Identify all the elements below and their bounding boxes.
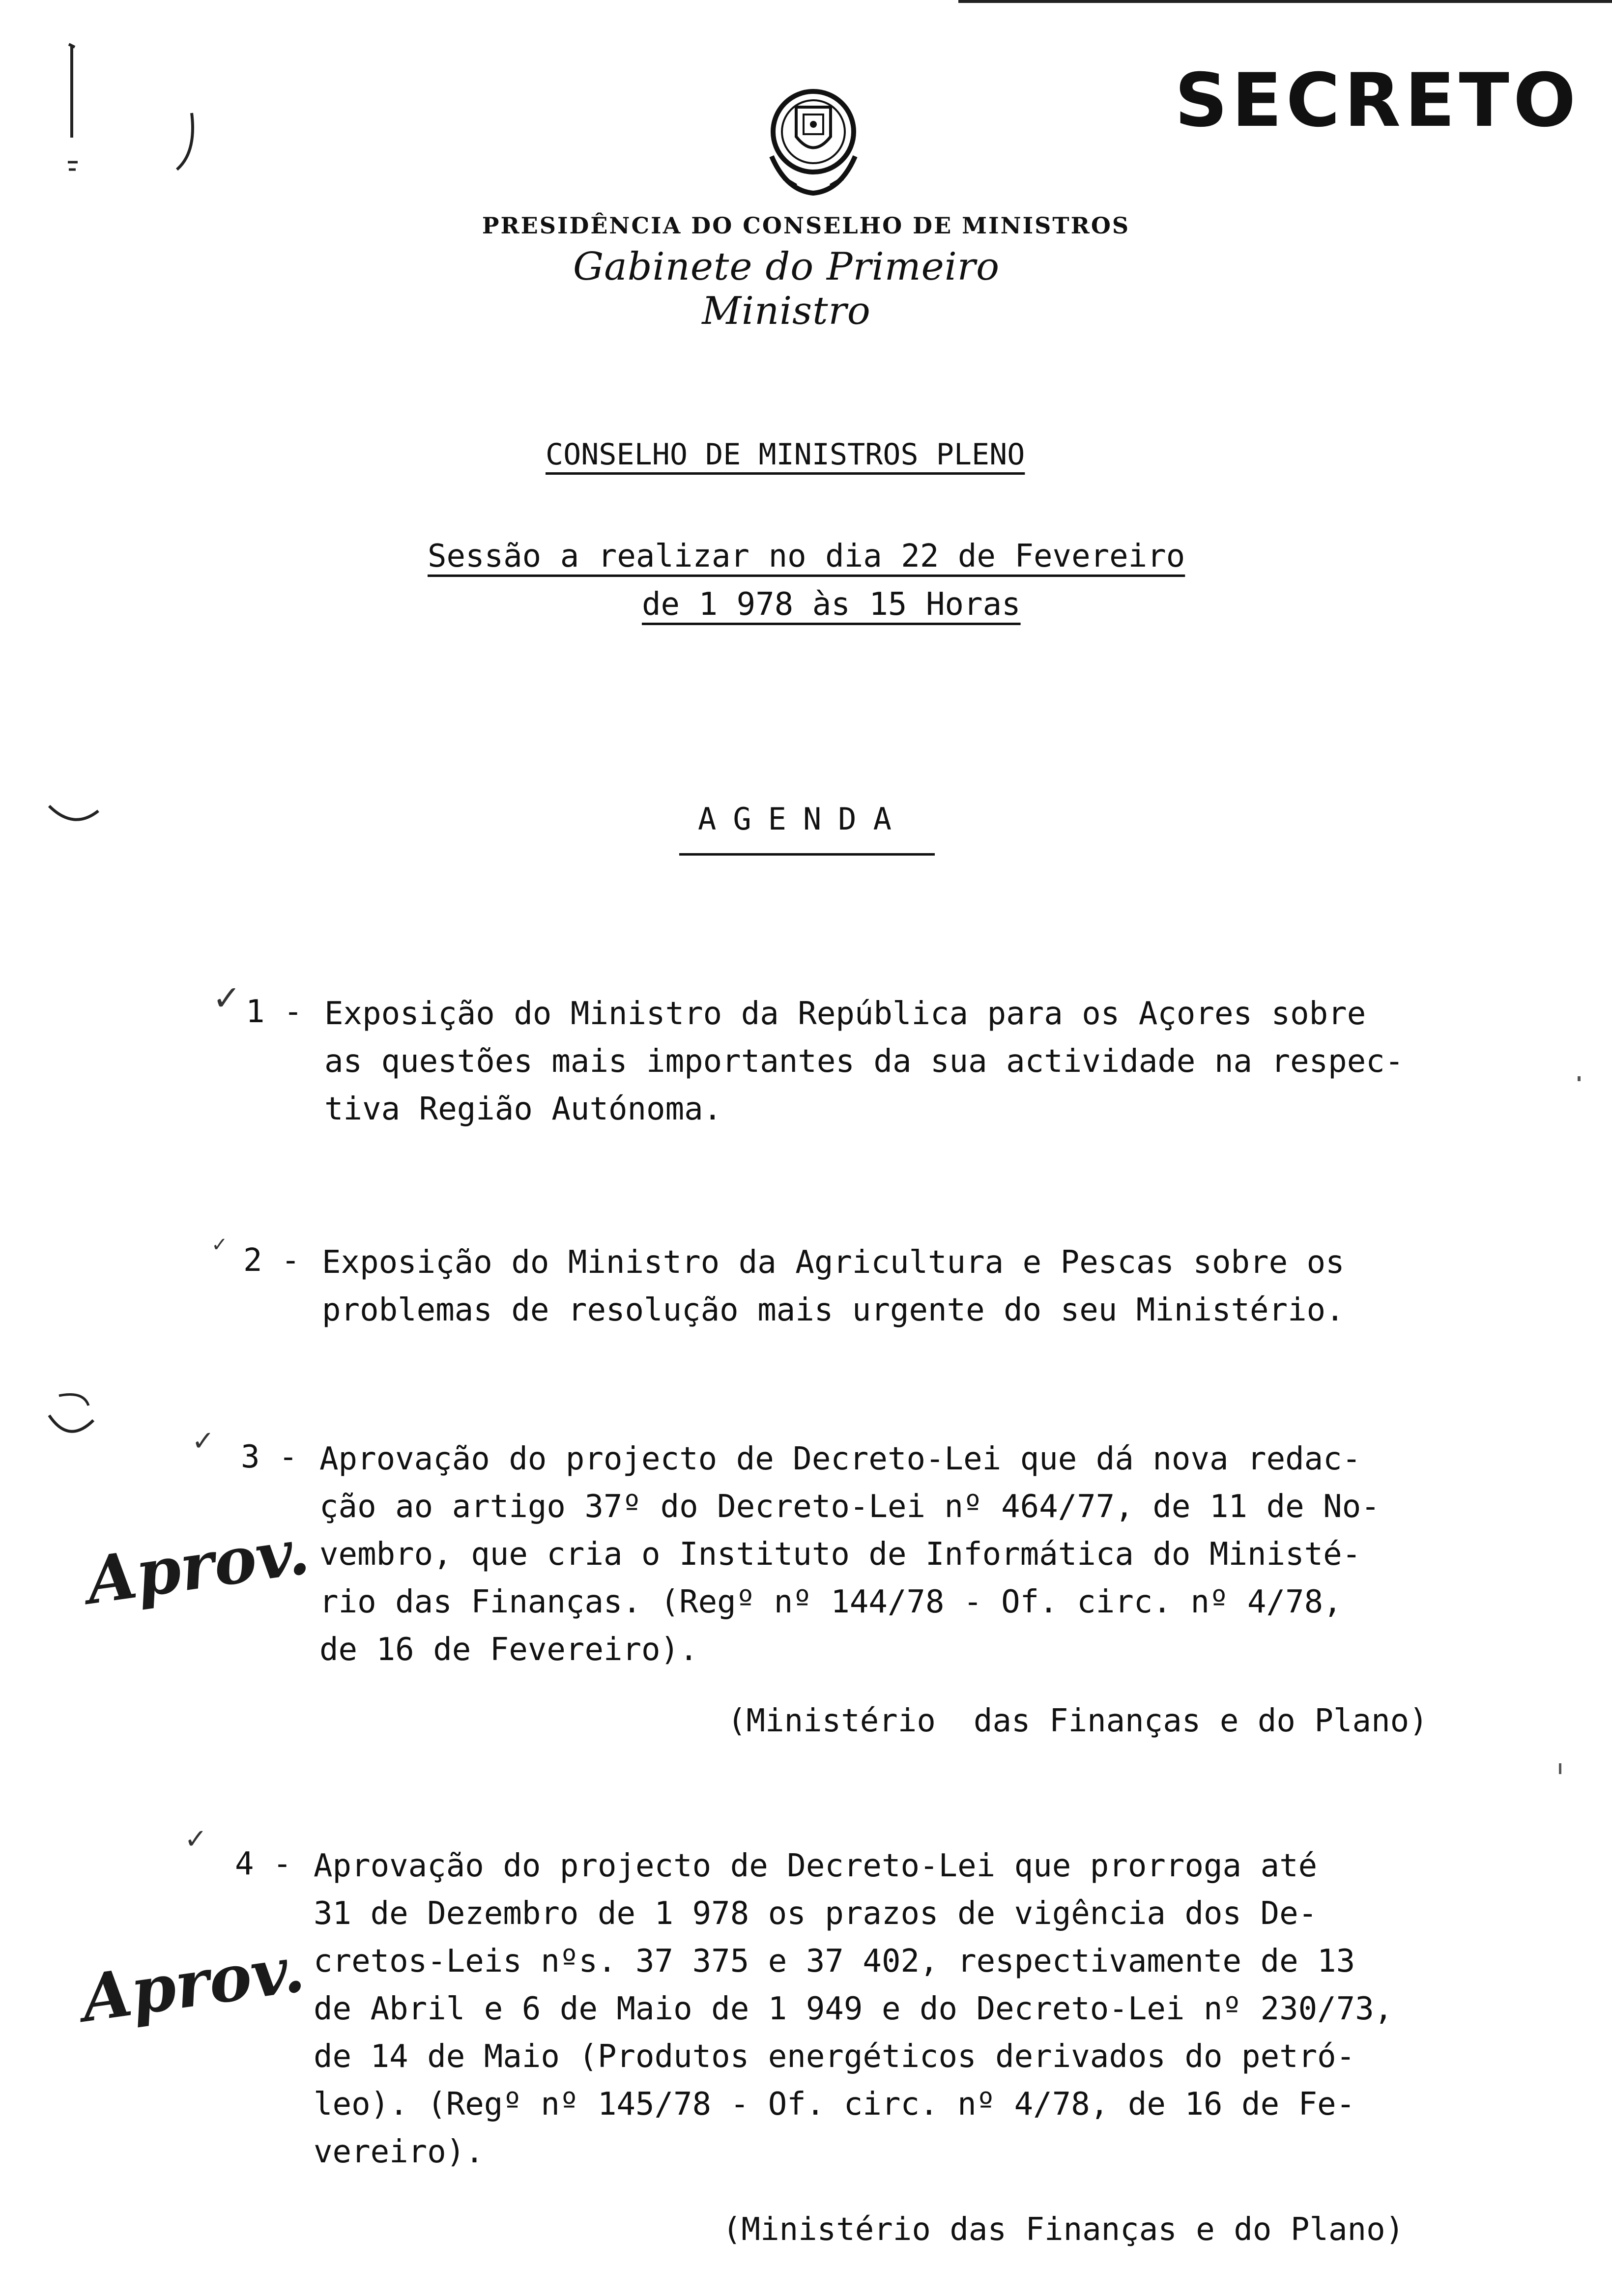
session-line-2: de 1 978 às 15 Horas	[642, 586, 1021, 623]
text-line: Aprovação do projecto de Decreto-Lei que prorroga até	[314, 1848, 1318, 1884]
responsible-ministry: (Ministério das Finanças e do Plano)	[727, 1703, 1428, 1739]
institution-name: PRESIDÊNCIA DO CONSELHO DE MINISTROS	[482, 212, 1130, 239]
portuguese-coat-of-arms-icon	[757, 78, 870, 201]
handwritten-approval-note: Aprov.	[82, 1513, 314, 1619]
text-line: as questões mais importantes da sua actividade na respec-	[324, 1043, 1404, 1080]
checkmark-icon: ✓	[212, 978, 241, 1018]
agenda-item-number: 1 -	[246, 994, 303, 1030]
text-line: Exposição do Ministro da República para os Açores sobre	[324, 996, 1366, 1032]
session-line-1: Sessão a realizar no dia 22 de Fevereiro	[428, 538, 1185, 574]
office-name: Gabinete do Primeiro Ministro	[573, 245, 1000, 333]
agenda-item-text	[324, 990, 1404, 1133]
handwritten-approval-note: Aprov.	[77, 1931, 309, 2037]
text-line: leo). (Regº nº 145/78 - Of. circ. nº 4/78, de 16 de Fe-	[314, 2086, 1355, 2123]
classification-stamp: SECRETO	[1175, 58, 1580, 144]
text-line: ção ao artigo 37º do Decreto-Lei nº 464/77, de 11 de No-	[319, 1489, 1380, 1525]
text-line: 31 de Dezembro de 1 978 os prazos de vigência dos De-	[314, 1895, 1318, 1932]
agenda-item-text	[322, 1239, 1345, 1334]
checkmark-icon: ✓	[184, 1823, 207, 1855]
checkmark-icon: ✓	[192, 1425, 215, 1457]
text-line: rio das Finanças. (Regº nº 144/78 - Of. circ. nº 4/78,	[319, 1584, 1342, 1620]
margin-circle-mark	[39, 1386, 108, 1455]
text-line: vereiro).	[314, 2134, 484, 2170]
responsible-ministry: (Ministério das Finanças e do Plano)	[722, 2211, 1405, 2248]
text-line: cretos-Leis nºs. 37 375 e 37 402, respectivamente de 13	[314, 1943, 1355, 1980]
checkmark-icon: ✓	[211, 1234, 228, 1256]
text-line: Exposição do Ministro da Agricultura e Pescas sobre os	[322, 1244, 1345, 1281]
agenda-item-number: 2 -	[243, 1242, 300, 1279]
meeting-title: CONSELHO DE MINISTROS PLENO	[546, 437, 1025, 472]
agenda-heading-rule	[679, 853, 935, 856]
margin-curve-mark	[44, 796, 113, 840]
text-line: de 16 de Fevereiro).	[319, 1632, 698, 1668]
agenda-item-number: 3 -	[241, 1439, 298, 1475]
top-border-line	[958, 0, 1612, 3]
text-line: de Abril e 6 de Maio de 1 949 e do Decreto-Lei nº 230/73,	[314, 1991, 1393, 2027]
text-line: problemas de resolução mais urgente do seu Ministério.	[322, 1292, 1345, 1328]
margin-pen-marks	[49, 39, 216, 187]
text-line: vembro, que cria o Instituto de Informática do Ministé-	[319, 1536, 1361, 1573]
margin-speck	[1578, 1076, 1581, 1081]
text-line: Aprovação do projecto de Decreto-Lei que dá nova redac-	[319, 1441, 1361, 1477]
agenda-item-text	[314, 1842, 1393, 2176]
agenda-item-number: 4 -	[235, 1846, 292, 1882]
text-line: de 14 de Maio (Produtos energéticos derivados do petró-	[314, 2038, 1355, 2075]
agenda-heading: AGENDA	[698, 801, 908, 837]
agenda-item-text	[319, 1435, 1380, 1674]
margin-speck	[1559, 1763, 1561, 1774]
text-line: tiva Região Autónoma.	[324, 1091, 722, 1127]
